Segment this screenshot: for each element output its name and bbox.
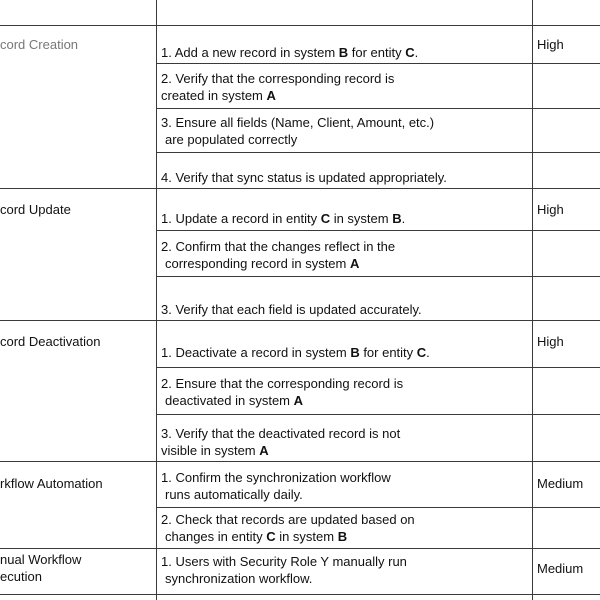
step-text: 1. Confirm the synchronization workflow bbox=[161, 470, 391, 485]
bold-entity-letter: A bbox=[293, 393, 304, 408]
scenario-name: rkflow Automation bbox=[0, 476, 103, 491]
step-text: changes in entity C in system B bbox=[165, 529, 348, 544]
bold-entity-letter: A bbox=[349, 256, 360, 271]
step-text: 1. Update a record in entity C in system B. bbox=[161, 211, 406, 226]
step-text: 2. Confirm that the changes reflect in the bbox=[161, 239, 396, 254]
bold-entity-letter: B bbox=[337, 529, 348, 544]
scenario-name: cord Deactivation bbox=[0, 334, 101, 349]
step-text: 2. Verify that the corresponding record is bbox=[161, 71, 395, 86]
scenario-name: cord Update bbox=[0, 202, 71, 217]
bold-entity-letter: B bbox=[338, 45, 349, 60]
priority-value: High bbox=[537, 37, 564, 52]
bold-entity-letter: B bbox=[392, 211, 402, 226]
step-divider bbox=[157, 414, 600, 415]
bold-entity-letter: C bbox=[266, 529, 276, 544]
step-divider bbox=[157, 152, 600, 153]
step-divider bbox=[157, 108, 600, 109]
step-text: 1. Users with Security Role Y manually run bbox=[161, 554, 407, 569]
step-text: 3. Verify that the deactivated record is not bbox=[161, 426, 401, 441]
test-step bbox=[161, 301, 422, 318]
priority-value: High bbox=[537, 202, 564, 217]
step-text: 3. Ensure all fields (Name, Client, Amount, etc.) bbox=[161, 115, 435, 130]
bold-entity-letter: A bbox=[259, 443, 269, 458]
test-step bbox=[161, 238, 395, 272]
test-step bbox=[161, 114, 434, 148]
test-step bbox=[161, 511, 415, 545]
bold-entity-letter: C bbox=[320, 211, 331, 226]
step-text: are populated correctly bbox=[165, 132, 298, 147]
step-text: 2. Ensure that the corresponding record is bbox=[161, 376, 404, 391]
test-step bbox=[161, 344, 430, 361]
priority-value: Medium bbox=[537, 561, 584, 576]
step-divider bbox=[157, 63, 600, 64]
priority-value: Medium bbox=[537, 476, 584, 491]
step-text: runs automatically daily. bbox=[165, 487, 303, 502]
step-text: 1. Add a new record in system B for entity C. bbox=[161, 45, 419, 60]
test-step bbox=[161, 169, 447, 186]
step-text: 4. Verify that sync status is updated appropriately. bbox=[161, 170, 447, 185]
priority-value: High bbox=[537, 334, 564, 349]
bold-entity-letter: C bbox=[416, 345, 427, 360]
step-text: 2. Check that records are updated based on bbox=[161, 512, 415, 527]
test-step bbox=[161, 553, 407, 587]
row-divider bbox=[0, 320, 600, 321]
test-step bbox=[161, 210, 405, 227]
step-text: synchronization workflow. bbox=[165, 571, 313, 586]
step-text: 1. Deactivate a record in system B for entity C. bbox=[161, 345, 430, 360]
step-divider bbox=[157, 230, 600, 231]
bold-entity-letter: B bbox=[350, 345, 360, 360]
row-divider bbox=[0, 25, 600, 26]
step-text: 3. Verify that each field is updated accurately. bbox=[161, 302, 422, 317]
step-text: corresponding record in system A bbox=[165, 256, 360, 271]
test-step bbox=[161, 44, 418, 61]
step-text: created in system A bbox=[161, 88, 276, 103]
test-step bbox=[161, 469, 391, 503]
step-text: visible in system A bbox=[161, 443, 269, 458]
step-text: deactivated in system A bbox=[165, 393, 304, 408]
row-divider bbox=[0, 461, 600, 462]
step-divider bbox=[157, 507, 600, 508]
row-divider bbox=[0, 188, 600, 189]
scenario-name bbox=[0, 551, 81, 585]
column-divider bbox=[156, 0, 157, 600]
column-divider bbox=[532, 0, 533, 600]
scenario-name-line: nual Workflow bbox=[0, 552, 82, 567]
step-divider bbox=[157, 367, 600, 368]
bold-entity-letter: A bbox=[266, 88, 276, 103]
step-divider bbox=[157, 276, 600, 277]
test-step bbox=[161, 70, 394, 104]
test-step bbox=[161, 425, 400, 459]
row-divider bbox=[0, 548, 600, 549]
scenario-name: cord Creation bbox=[0, 37, 79, 52]
bold-entity-letter: C bbox=[405, 45, 415, 60]
test-step bbox=[161, 375, 403, 409]
scenario-name-line: ecution bbox=[0, 569, 42, 584]
row-divider bbox=[0, 594, 600, 595]
